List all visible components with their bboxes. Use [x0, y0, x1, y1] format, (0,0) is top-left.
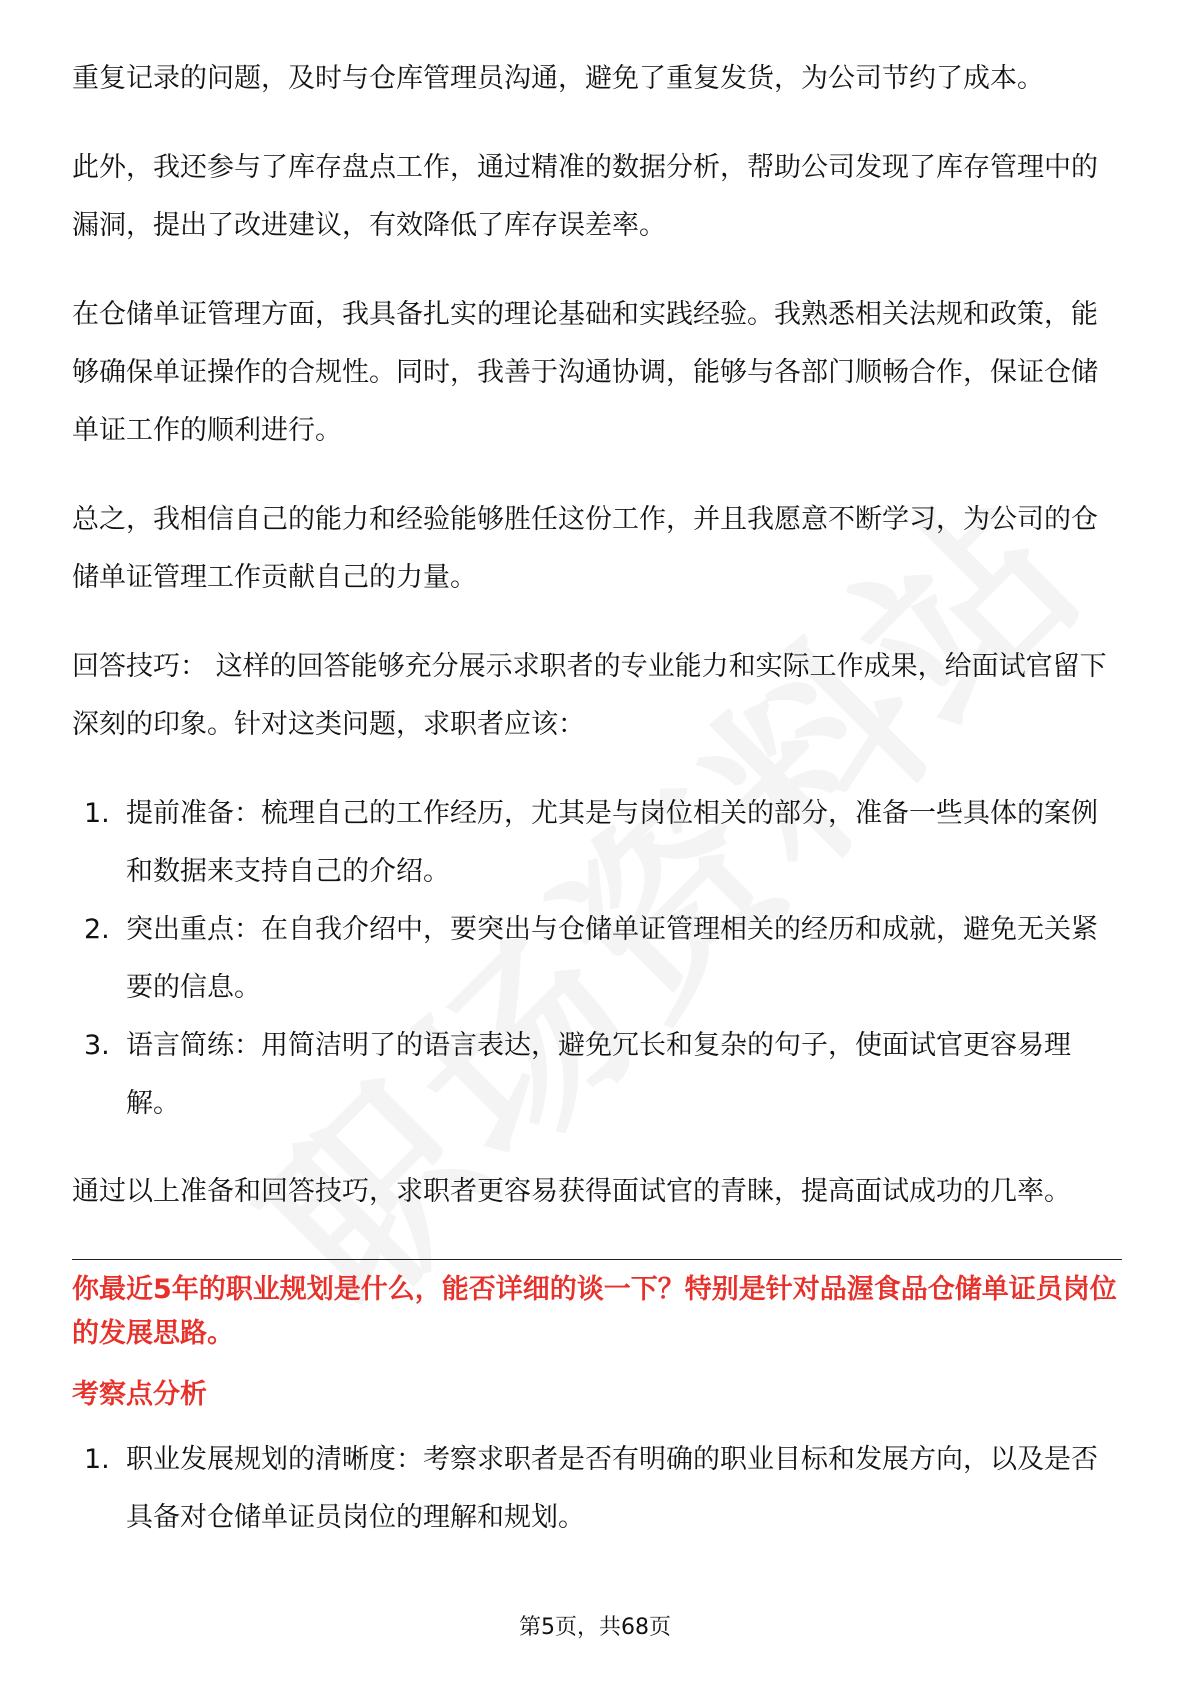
- list-number: 1.: [84, 1444, 110, 1475]
- list-item: [72, 1431, 1122, 1547]
- list-number: 3.: [84, 1030, 110, 1061]
- list-item-text: 突出重点：在自我介绍中，要突出与仓储单证管理相关的经历和成就，避免无关紧要的信息。: [126, 914, 1098, 1003]
- analysis-list: [72, 1431, 1122, 1547]
- list-item: [72, 1017, 1122, 1133]
- list-item-text: 职业发展规划的清晰度：考察求职者是否有明确的职业目标和发展方向，以及是否具备对仓储单证员岗位的理解和规划。: [126, 1444, 1098, 1533]
- paragraph-2: 此外，我还参与了库存盘点工作，通过精准的数据分析，帮助公司发现了库存管理中的漏洞，提出了改进建议，有效降低了库存误差率。: [72, 152, 1098, 241]
- closing-paragraph: 通过以上准备和回答技巧，求职者更容易获得面试官的青睐，提高面试成功的几率。: [72, 1176, 1071, 1207]
- answer-tips-intro: 回答技巧： 这样的回答能够充分展示求职者的专业能力和实际工作成果，给面试官留下深刻的印象。针对这类问题，求职者应该：: [72, 651, 1107, 740]
- paragraph-4: 总之，我相信自己的能力和经验能够胜任这份工作，并且我愿意不断学习，为公司的仓储单证管理工作贡献自己的力量。: [72, 504, 1098, 593]
- page-footer: 第5页，共68页: [519, 1615, 671, 1640]
- section-divider: [72, 1259, 1122, 1260]
- list-item-text: 提前准备：梳理自己的工作经历，尤其是与岗位相关的部分，准备一些具体的案例和数据来支持自己的介绍。: [126, 798, 1098, 887]
- list-item-text: 语言简练：用简洁明了的语言表达，避免冗长和复杂的句子，使面试官更容易理解。: [126, 1030, 1071, 1119]
- section-title: 考察点分析: [72, 1379, 207, 1410]
- page-content: [72, 50, 1122, 1547]
- paragraph-3: 在仓储单证管理方面，我具备扎实的理论基础和实践经验。我熟悉相关法规和政策，能够确保单证操作的合规性。同时，我善于沟通协调，能够与各部门顺畅合作，保证仓储单证工作的顺利进行。: [72, 299, 1098, 446]
- list-number: 2.: [84, 914, 110, 945]
- list-item: [72, 901, 1122, 1017]
- paragraph-1: 重复记录的问题，及时与仓库管理员沟通，避免了重复发货，为公司节约了成本。: [72, 63, 1044, 94]
- list-item: [72, 785, 1122, 901]
- tips-list: [72, 785, 1122, 1133]
- interview-question: 你最近5年的职业规划是什么，能否详细的谈一下？特别是针对品渥食品仓储单证员岗位的发展思路。: [72, 1274, 1117, 1349]
- list-number: 1.: [84, 798, 110, 829]
